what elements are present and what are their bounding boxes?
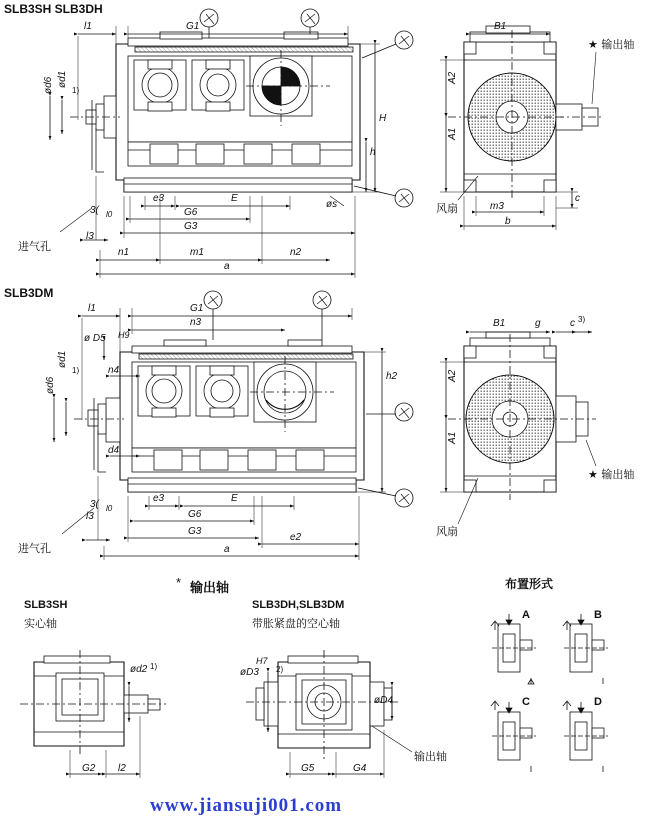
layout-item-c-label: C bbox=[522, 696, 530, 708]
bottom-left-model: SLB3SH bbox=[24, 599, 68, 611]
dim-g6-mid: G6 bbox=[188, 509, 202, 520]
dim-d6-top: ød6 bbox=[43, 76, 54, 94]
note-output-shaft-bottom: 输出轴 bbox=[414, 750, 447, 763]
note-1-bottom-left: 1) bbox=[150, 662, 158, 671]
dim-n4-mid: n4 bbox=[108, 365, 120, 376]
dim-n3-mid: n3 bbox=[190, 317, 202, 328]
dim-s-top: øs bbox=[326, 199, 338, 210]
dim-e3-mid: e3 bbox=[153, 493, 165, 504]
dim-g1-top: G1 bbox=[186, 21, 200, 32]
dim-3-mid: 3( bbox=[90, 499, 99, 510]
dim-d1-mid: ød1 bbox=[57, 350, 68, 368]
dim-A1-top: A1 bbox=[447, 127, 458, 140]
dim-c-mid: c bbox=[570, 318, 575, 329]
dim-l1-mid: l1 bbox=[88, 303, 96, 314]
dim-D4-bottom: øD4 bbox=[374, 695, 393, 706]
bottom-right-caption: 带胀紧盘的空心轴 bbox=[252, 617, 340, 630]
dim-B1-mid: B1 bbox=[493, 318, 506, 329]
dim-g3-mid: G3 bbox=[188, 526, 202, 537]
title-slb3dm: SLB3DM bbox=[4, 286, 54, 300]
dim-B1-top: B1 bbox=[494, 21, 507, 32]
dim-d2-bottom: ød2 bbox=[130, 664, 148, 675]
dim-l3-top: l3 bbox=[86, 231, 94, 242]
dim-e3-top: e3 bbox=[153, 193, 165, 204]
dim-b-top: b bbox=[505, 216, 511, 227]
tol-H7-bottom: H7 bbox=[256, 656, 268, 666]
dim-g6-top: G6 bbox=[184, 207, 198, 218]
dim-A2-mid: A2 bbox=[447, 369, 458, 382]
note-output-shaft-top: ★ 输出轴 bbox=[588, 38, 635, 51]
note-output-shaft-mid: ★ 输出轴 bbox=[588, 468, 635, 481]
dim-e2-mid: e2 bbox=[290, 532, 302, 543]
dim-G5-bottom: G5 bbox=[301, 763, 315, 774]
layout-heading: 布置形式 bbox=[505, 577, 554, 591]
dim-n2-top: n2 bbox=[290, 247, 302, 258]
dim-m1-top: m1 bbox=[190, 247, 204, 258]
dim-a-top: a bbox=[224, 261, 230, 272]
dim-l2-bottom: l2 bbox=[118, 763, 126, 774]
dim-D5-mid: ø D5 bbox=[84, 333, 106, 344]
title-slb3sh-slb3dh: SLB3SH SLB3DH bbox=[4, 2, 103, 16]
note-air-inlet-top: 进气孔 bbox=[18, 240, 51, 253]
dim-c-top: c bbox=[575, 193, 580, 204]
note-1-top: 1) bbox=[72, 86, 80, 95]
layout-item-b-label: B bbox=[594, 609, 602, 621]
layout-item-d-label: D bbox=[594, 696, 602, 708]
dim-d1-top: ød1 bbox=[57, 70, 68, 88]
dim-a-mid: a bbox=[224, 544, 230, 555]
dim-h-top: h bbox=[370, 147, 376, 158]
dim-g1-mid: G1 bbox=[190, 303, 204, 314]
tol-H9-mid: H9 bbox=[118, 330, 130, 340]
dim-g3-top: G3 bbox=[184, 221, 198, 232]
layout-item-a-label: A bbox=[522, 609, 530, 621]
note-fan-top: 风扇 bbox=[436, 202, 458, 215]
watermark: www.jiansuji001.com bbox=[150, 795, 343, 816]
dim-G2-bottom: G2 bbox=[82, 763, 96, 774]
note-2-bottom: 2) bbox=[276, 665, 284, 674]
dim-D3-bottom: øD3 bbox=[240, 667, 259, 678]
note-air-inlet-mid: 进气孔 bbox=[18, 542, 51, 555]
dim-n1-top: n1 bbox=[118, 247, 130, 258]
dim-E-top: E bbox=[231, 193, 238, 204]
dim-h2-mid: h2 bbox=[386, 371, 398, 382]
dim-d6-mid: ød6 bbox=[45, 376, 56, 394]
bottom-left-caption: 实心轴 bbox=[24, 617, 57, 630]
dim-3-top: 3( bbox=[90, 205, 99, 216]
dim-H-top: H bbox=[379, 113, 387, 124]
dim-d4-mid: d4 bbox=[108, 445, 120, 456]
dim-G4-bottom: G4 bbox=[353, 763, 367, 774]
dim-l0-mid: l0 bbox=[106, 504, 113, 513]
output-shaft-heading-star: * bbox=[176, 575, 182, 590]
dim-g-mid: g bbox=[535, 318, 541, 329]
dim-A1-mid: A1 bbox=[447, 431, 458, 444]
bottom-right-model: SLB3DH,SLB3DM bbox=[252, 599, 345, 611]
dim-m3-top: m3 bbox=[490, 201, 504, 212]
note-3-mid: 3) bbox=[578, 315, 586, 324]
dim-A2-top: A2 bbox=[447, 71, 458, 84]
dim-l3-mid: l3 bbox=[86, 511, 94, 522]
note-1-mid: 1) bbox=[72, 366, 80, 375]
dim-l0-top: l0 bbox=[106, 210, 113, 219]
dim-E-mid: E bbox=[231, 493, 238, 504]
output-shaft-heading: 输出轴 bbox=[190, 581, 230, 596]
dim-l1-top: l1 bbox=[84, 21, 92, 32]
note-fan-mid: 风扇 bbox=[436, 525, 458, 538]
